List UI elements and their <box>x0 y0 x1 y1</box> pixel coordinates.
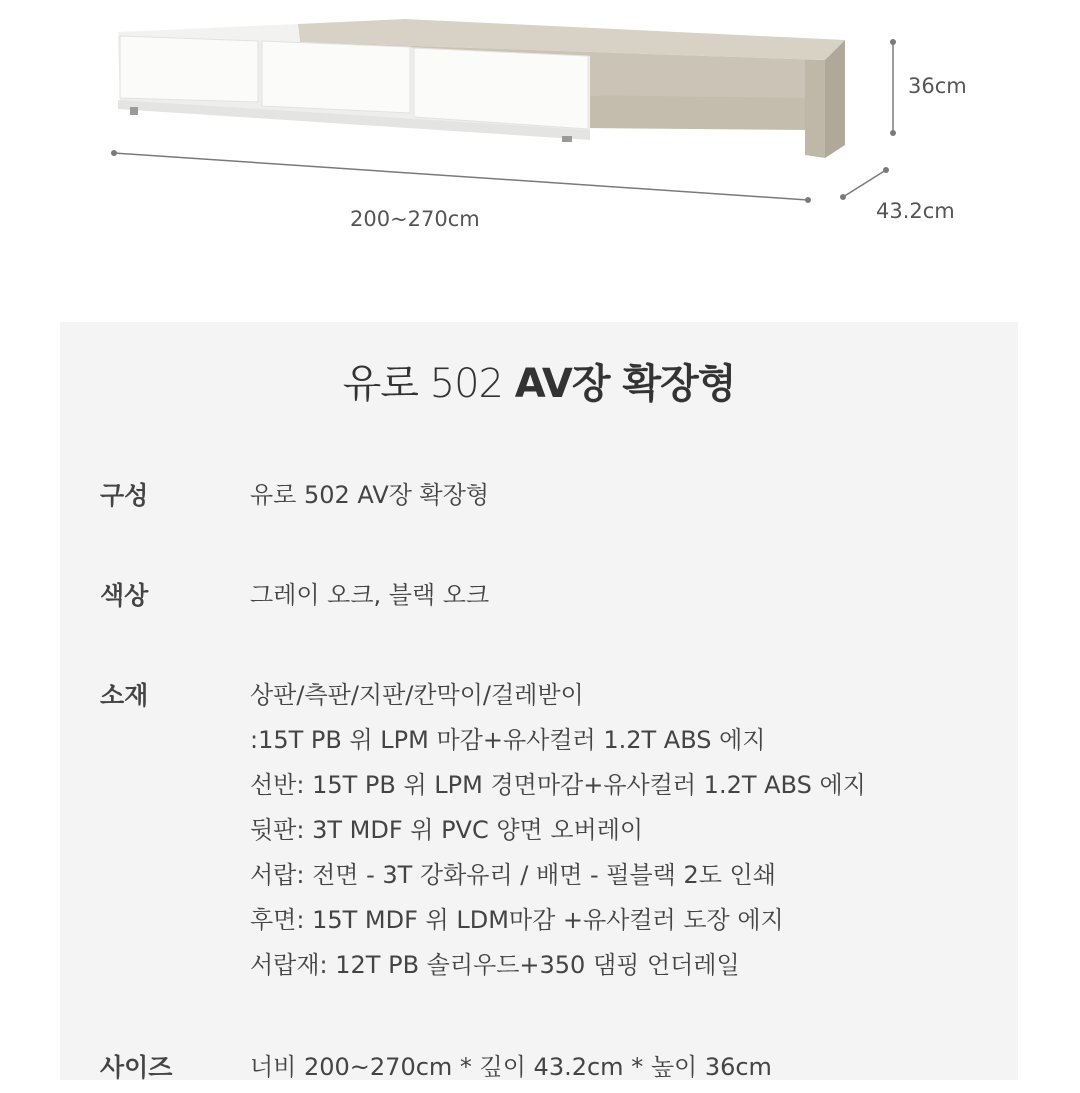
oak-side-front <box>805 60 825 158</box>
spec-line: 서랍: 전면 - 3T 강화유리 / 배면 - 펄블랙 2도 인쇄 <box>250 861 776 889</box>
spec-label: 소재 <box>100 681 149 710</box>
spec-line: 그레이 오크, 블랙 오크 <box>250 581 490 609</box>
cabinet-foot <box>130 107 138 115</box>
product-title <box>60 352 1018 409</box>
spec-line: 선반: 15T PB 위 LPM 경면마감+유사컬러 1.2T ABS 에지 <box>250 771 866 799</box>
spec-value <box>250 476 489 521</box>
spec-label: 구성 <box>100 481 149 510</box>
product-dimension-image <box>0 0 1080 322</box>
dimension-endpoint <box>890 130 896 136</box>
depth-dimension-label: 43.2cm <box>876 199 955 223</box>
product-title-type: AV장 확장형 <box>514 361 736 407</box>
spec-line: 후면: 15T MDF 위 LDM마감 +유사컬러 도장 에지 <box>250 906 784 934</box>
drawer-2 <box>262 41 410 113</box>
depth-dimension-line <box>843 170 886 197</box>
oak-side-edge <box>825 40 845 158</box>
drawer-1 <box>120 36 258 102</box>
dimension-endpoint <box>805 197 811 203</box>
spec-value <box>250 576 489 621</box>
spec-line: 유로 502 AV장 확장형 <box>250 481 490 509</box>
width-dimension-line <box>114 153 808 200</box>
product-title-series: 유로 502 <box>342 361 515 407</box>
dimension-endpoint <box>111 150 117 156</box>
oak-shelf <box>580 95 805 130</box>
width-dimension-label: 200~270cm <box>350 207 480 231</box>
dimension-endpoint <box>890 39 896 45</box>
spec-value <box>250 1048 772 1093</box>
dimension-endpoint <box>883 167 889 173</box>
spec-value <box>250 676 866 991</box>
spec-label: 사이즈 <box>100 1053 173 1082</box>
height-dimension-label: 36cm <box>908 74 967 98</box>
spec-line: :15T PB 위 LPM 마감+유사컬러 1.2T ABS 에지 <box>250 726 766 754</box>
spec-label: 색상 <box>100 581 149 610</box>
drawer-3 <box>414 48 588 129</box>
spec-line: 서랍재: 12T PB 솔리우드+350 댐핑 언더레일 <box>250 951 740 979</box>
spec-line: 뒷판: 3T MDF 위 PVC 양면 오버레이 <box>250 816 644 844</box>
dimension-endpoint <box>840 194 846 200</box>
spec-line: 너비 200~270cm * 깊이 43.2cm * 높이 36cm <box>250 1053 772 1081</box>
cabinet-foot <box>562 136 572 142</box>
spec-panel <box>60 322 1018 1080</box>
tv-stand-illustration <box>0 0 1080 322</box>
spec-line: 상판/측판/지판/칸막이/걸레받이 <box>250 681 584 709</box>
